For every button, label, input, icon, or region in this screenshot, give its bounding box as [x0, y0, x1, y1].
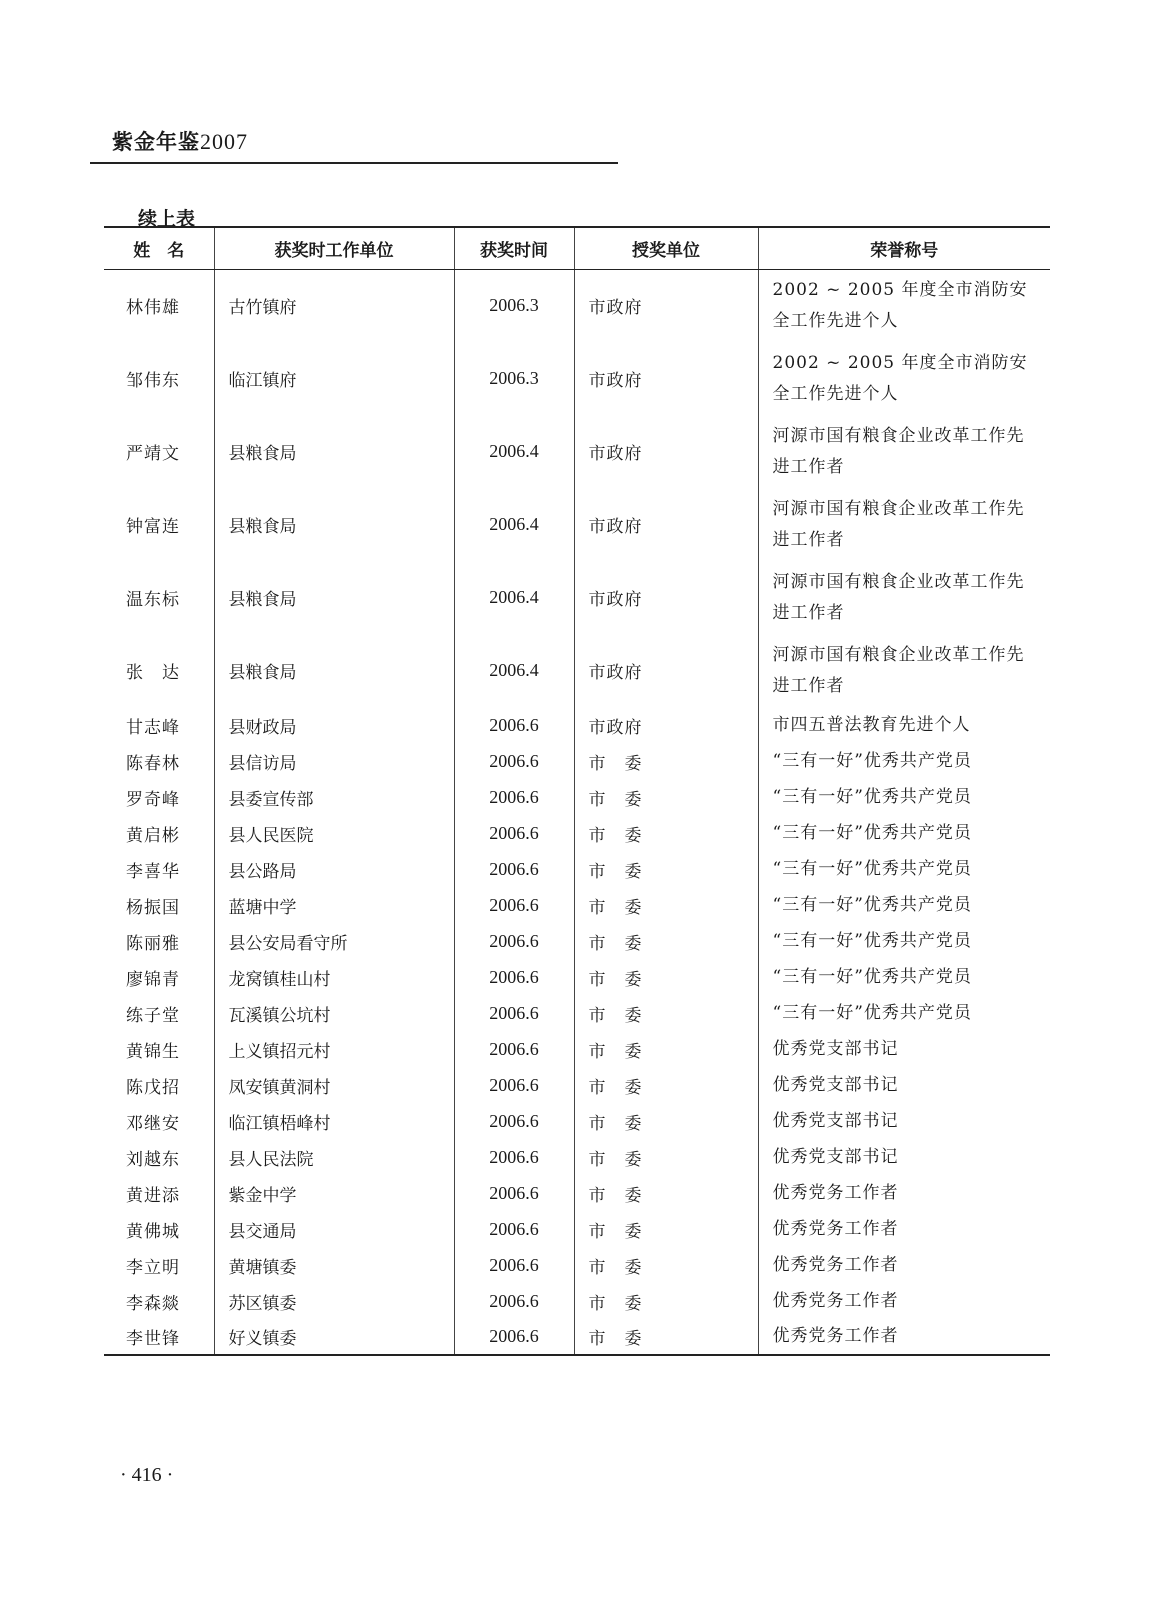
unit-cell: 蓝塘中学: [214, 887, 454, 923]
name-cell: 严靖文: [126, 444, 180, 464]
name-cell: 李世锋: [104, 1319, 214, 1355]
honor-title-cell: “三有一好”优秀共产党员: [758, 779, 1050, 815]
award-unit-cell: 市 委: [574, 815, 758, 851]
honor-title-cell: “三有一好”优秀共产党员: [758, 851, 1050, 887]
award-unit-cell: 市 委: [574, 1103, 758, 1139]
honor-title-cell: 2002 ~ 2005 年度全市消防安全工作先进个人: [758, 269, 1050, 342]
table-row: [104, 1175, 1050, 1211]
award-unit-cell: 市 委: [574, 1283, 758, 1319]
honor-title-cell: 河源市国有粮食企业改革工作先进工作者: [758, 488, 1050, 561]
header-name: 姓 名: [104, 227, 214, 269]
time-cell: 2006.6: [454, 1319, 574, 1355]
award-unit-cell: 市政府: [574, 561, 758, 634]
time-cell: 2006.4: [454, 488, 574, 561]
table-row: [104, 561, 1050, 634]
header-unit: 获奖时工作单位: [214, 227, 454, 269]
name-cell: 邓继安: [126, 1113, 180, 1134]
time-cell: 2006.6: [454, 1139, 574, 1175]
time-cell: 2006.4: [454, 561, 574, 634]
name-cell: 练子堂: [126, 1005, 180, 1026]
book-title: 紫金年鉴: [112, 129, 200, 154]
unit-cell: 紫金中学: [214, 1175, 454, 1211]
honor-title-cell: 2002 ~ 2005 年度全市消防安全工作先进个人: [758, 342, 1050, 415]
award-unit-cell: 市 委: [574, 743, 758, 779]
time-cell: 2006.6: [454, 923, 574, 959]
award-unit-cell: 市 委: [574, 1175, 758, 1211]
award-unit-cell: 市 委: [574, 1067, 758, 1103]
honor-title-cell: 河源市国有粮食企业改革工作先进工作者: [758, 415, 1050, 488]
name-cell: 甘志峰: [126, 717, 180, 738]
time-cell: 2006.6: [454, 959, 574, 995]
table-row: [104, 1103, 1050, 1139]
time-cell: 2006.6: [454, 851, 574, 887]
unit-cell: 瓦溪镇公坑村: [214, 995, 454, 1031]
table-row: [104, 887, 1050, 923]
table-row: [104, 995, 1050, 1031]
honor-title-cell: 优秀党务工作者: [758, 1247, 1050, 1283]
unit-cell: 好义镇委: [214, 1319, 454, 1355]
honor-title-cell: “三有一好”优秀共产党员: [758, 743, 1050, 779]
table-row: [104, 959, 1050, 995]
table-row: [104, 815, 1050, 851]
honor-title-cell: “三有一好”优秀共产党员: [758, 959, 1050, 995]
header-rule: [90, 162, 618, 164]
time-cell: 2006.6: [454, 1247, 574, 1283]
name-cell: 廖锦青: [126, 969, 180, 990]
honor-title-cell: “三有一好”优秀共产党员: [758, 815, 1050, 851]
book-year: 2007: [200, 129, 248, 154]
time-cell: 2006.3: [454, 269, 574, 342]
unit-cell: 临江镇府: [214, 342, 454, 415]
award-unit-cell: 市 委: [574, 1319, 758, 1355]
honor-title-cell: 优秀党支部书记: [758, 1031, 1050, 1067]
name-cell: 张 达: [126, 663, 180, 683]
unit-cell: 古竹镇府: [214, 269, 454, 342]
unit-cell: 县粮食局: [214, 488, 454, 561]
table-row: [104, 1067, 1050, 1103]
honor-title-cell: “三有一好”优秀共产党员: [758, 995, 1050, 1031]
name-cell: 邹伟东: [126, 371, 180, 391]
award-unit-cell: 市 委: [574, 1211, 758, 1247]
unit-cell: 县公安局看守所: [214, 923, 454, 959]
time-cell: 2006.6: [454, 707, 574, 743]
award-unit-cell: 市 委: [574, 923, 758, 959]
table-row: [104, 415, 1050, 488]
honor-title-cell: 市四五普法教育先进个人: [758, 707, 1050, 743]
unit-cell: 凤安镇黄洞村: [214, 1067, 454, 1103]
name-cell: 李森燚: [126, 1293, 180, 1314]
time-cell: 2006.3: [454, 342, 574, 415]
honor-title-cell: 优秀党务工作者: [758, 1283, 1050, 1319]
time-cell: 2006.6: [454, 1283, 574, 1319]
table-row: [104, 634, 1050, 707]
table-row: [104, 488, 1050, 561]
name-cell: 钟富连: [126, 517, 180, 537]
honor-title-cell: 优秀党支部书记: [758, 1103, 1050, 1139]
header-honor-title: 荣誉称号: [758, 227, 1050, 269]
name-cell: 黄锦生: [126, 1041, 180, 1062]
table-row: [104, 342, 1050, 415]
table-row: [104, 1319, 1050, 1355]
time-cell: 2006.4: [454, 634, 574, 707]
honor-title-cell: 优秀党支部书记: [758, 1067, 1050, 1103]
name-cell: 黄启彬: [126, 825, 180, 846]
unit-cell: 临江镇梧峰村: [214, 1103, 454, 1139]
name-cell: 林伟雄: [126, 298, 180, 319]
time-cell: 2006.4: [454, 415, 574, 488]
time-cell: 2006.6: [454, 815, 574, 851]
unit-cell: 县信访局: [214, 743, 454, 779]
unit-cell: 县人民法院: [214, 1139, 454, 1175]
name-cell: 刘越东: [126, 1149, 180, 1170]
table-row: [104, 1283, 1050, 1319]
table-header-row: [104, 227, 1050, 269]
honor-title-cell: 优秀党支部书记: [758, 1139, 1050, 1175]
table-caption: 续上表: [138, 208, 196, 230]
unit-cell: 县交通局: [214, 1211, 454, 1247]
table-row: [104, 779, 1050, 815]
award-unit-cell: 市政府: [574, 707, 758, 743]
unit-cell: 县委宣传部: [214, 779, 454, 815]
name-cell: 黄佛城: [126, 1221, 180, 1242]
honor-title-cell: 河源市国有粮食企业改革工作先进工作者: [758, 561, 1050, 634]
name-cell: 温东标: [126, 590, 180, 610]
time-cell: 2006.6: [454, 887, 574, 923]
award-unit-cell: 市政府: [574, 269, 758, 342]
award-unit-cell: 市 委: [574, 887, 758, 923]
award-unit-cell: 市 委: [574, 959, 758, 995]
unit-cell: 县公路局: [214, 851, 454, 887]
award-unit-cell: 市 委: [574, 1031, 758, 1067]
award-unit-cell: 市 委: [574, 1139, 758, 1175]
time-cell: 2006.6: [454, 1211, 574, 1247]
honor-title-cell: 优秀党务工作者: [758, 1175, 1050, 1211]
name-cell: 杨振国: [126, 897, 180, 918]
table-row: [104, 1247, 1050, 1283]
time-cell: 2006.6: [454, 779, 574, 815]
award-unit-cell: 市 委: [574, 851, 758, 887]
unit-cell: 县人民医院: [214, 815, 454, 851]
time-cell: 2006.6: [454, 743, 574, 779]
unit-cell: 苏区镇委: [214, 1283, 454, 1319]
name-cell: 李喜华: [126, 861, 180, 882]
table-row: [104, 851, 1050, 887]
table-row: [104, 707, 1050, 743]
time-cell: 2006.6: [454, 995, 574, 1031]
award-unit-cell: 市政府: [574, 342, 758, 415]
award-unit-cell: 市政府: [574, 634, 758, 707]
header-time: 获奖时间: [454, 227, 574, 269]
name-cell: 罗奇峰: [126, 789, 180, 810]
running-head: [112, 126, 248, 156]
award-unit-cell: 市 委: [574, 779, 758, 815]
honor-title-cell: “三有一好”优秀共产党员: [758, 923, 1050, 959]
unit-cell: 黄塘镇委: [214, 1247, 454, 1283]
table-row: [104, 1139, 1050, 1175]
unit-cell: 县粮食局: [214, 634, 454, 707]
table-row: [104, 743, 1050, 779]
table-row: [104, 1031, 1050, 1067]
table-row: [104, 1211, 1050, 1247]
honor-title-cell: 优秀党务工作者: [758, 1211, 1050, 1247]
table-row: [104, 269, 1050, 342]
table-row: [104, 923, 1050, 959]
award-unit-cell: 市 委: [574, 1247, 758, 1283]
time-cell: 2006.6: [454, 1067, 574, 1103]
award-unit-cell: 市政府: [574, 488, 758, 561]
time-cell: 2006.6: [454, 1103, 574, 1139]
unit-cell: 县财政局: [214, 707, 454, 743]
award-table: [104, 226, 1050, 1356]
honor-title-cell: “三有一好”优秀共产党员: [758, 887, 1050, 923]
name-cell: 李立明: [126, 1257, 180, 1278]
unit-cell: 上义镇招元村: [214, 1031, 454, 1067]
name-cell: 陈春林: [126, 753, 180, 774]
award-unit-cell: 市政府: [574, 415, 758, 488]
name-cell: 陈丽雅: [126, 933, 180, 954]
unit-cell: 龙窝镇桂山村: [214, 959, 454, 995]
page-number: · 416 ·: [120, 1464, 174, 1486]
award-table-wrapper: [104, 226, 1050, 1356]
name-cell: 陈戊招: [126, 1077, 180, 1098]
time-cell: 2006.6: [454, 1175, 574, 1211]
honor-title-cell: 河源市国有粮食企业改革工作先进工作者: [758, 634, 1050, 707]
unit-cell: 县粮食局: [214, 415, 454, 488]
header-award-unit: 授奖单位: [574, 227, 758, 269]
name-cell: 黄进添: [126, 1185, 180, 1206]
table-body: [104, 269, 1050, 1355]
unit-cell: 县粮食局: [214, 561, 454, 634]
time-cell: 2006.6: [454, 1031, 574, 1067]
honor-title-cell: 优秀党务工作者: [758, 1319, 1050, 1355]
award-unit-cell: 市 委: [574, 995, 758, 1031]
